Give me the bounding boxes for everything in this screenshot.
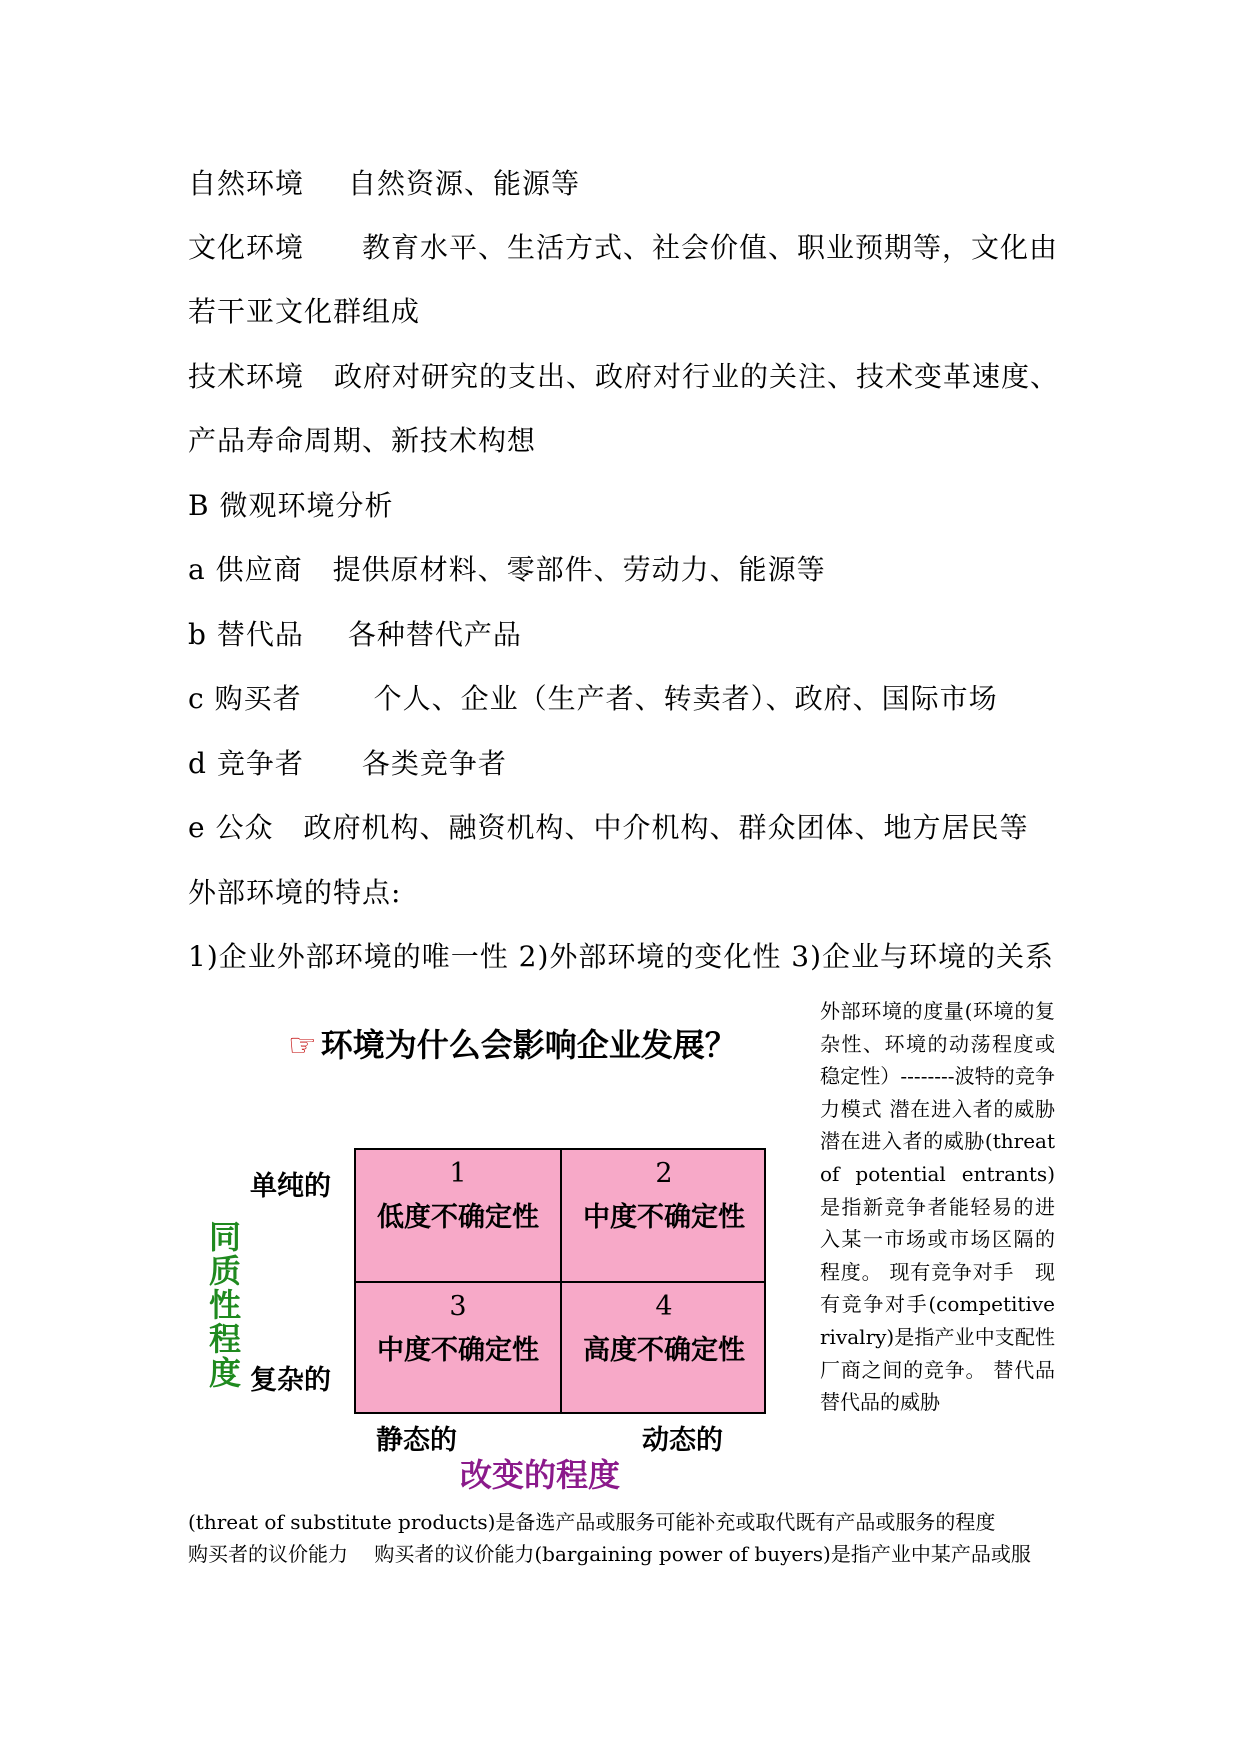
cell-label: 中度不确定性 bbox=[377, 1335, 539, 1366]
y-axis-title-char: 性 bbox=[208, 1286, 241, 1324]
paragraph-culture-env bbox=[188, 226, 1058, 266]
cell-number: 2 bbox=[655, 1158, 673, 1189]
desc: 若干亚文化群组成 bbox=[188, 295, 421, 328]
porter-forces-sidebar bbox=[820, 995, 1082, 1419]
term: e 公众 bbox=[188, 811, 274, 844]
row-label-simple: 单纯的 bbox=[250, 1171, 331, 1202]
desc: 各种替代产品 bbox=[347, 618, 522, 651]
term: b 替代品 bbox=[188, 618, 304, 651]
desc: B 微观环境分析 bbox=[188, 489, 394, 522]
paragraph-competitors bbox=[188, 742, 507, 782]
cell-number: 1 bbox=[449, 1158, 467, 1189]
pointing-hand-icon: ☞ bbox=[288, 1026, 317, 1064]
heading-micro-env bbox=[188, 484, 393, 524]
heading-env-features bbox=[188, 871, 401, 911]
col-label-dynamic: 动态的 bbox=[642, 1425, 723, 1456]
desc: 外部环境的特点: bbox=[188, 876, 402, 909]
paragraph-tech-env-cont bbox=[188, 419, 536, 459]
figure-title-text: 环境为什么会影响企业发展？ bbox=[320, 1026, 737, 1064]
y-axis-title-char: 同 bbox=[208, 1218, 241, 1256]
matrix-cell-4 bbox=[562, 1283, 766, 1414]
desc: 自然资源、能源等 bbox=[348, 167, 581, 200]
desc: 政府对研究的支出、政府对行业的关注、技术变革速度、 bbox=[334, 360, 1060, 393]
term: 技术环境 bbox=[188, 360, 305, 393]
y-axis-title-char: 度 bbox=[208, 1354, 241, 1392]
matrix-cell-2 bbox=[562, 1150, 766, 1281]
bottom-line-substitutes: (threat of substitute products)是备选产品或服务可能补充或取代既有产品或服务的程度 bbox=[188, 1510, 996, 1534]
term: 文化环境 bbox=[188, 231, 305, 264]
paragraph-buyers bbox=[188, 677, 998, 717]
cell-label: 高度不确定性 bbox=[583, 1335, 745, 1366]
paragraph-tech-env bbox=[188, 355, 1059, 395]
uncertainty-grid bbox=[354, 1148, 766, 1414]
matrix-cell-1 bbox=[356, 1150, 560, 1281]
paragraph-suppliers bbox=[188, 548, 826, 588]
x-axis-title: 改变的程度 bbox=[460, 1456, 621, 1494]
paragraph-substitutes bbox=[188, 613, 522, 653]
paragraph-env-features-list bbox=[188, 935, 1054, 975]
cell-label: 中度不确定性 bbox=[583, 1202, 745, 1233]
paragraph-public bbox=[188, 806, 1029, 846]
y-axis-title bbox=[205, 1220, 245, 1390]
cell-number: 4 bbox=[655, 1291, 673, 1322]
term: a 供应商 bbox=[188, 553, 303, 586]
paragraph-natural-env bbox=[188, 162, 580, 202]
cell-label: 低度不确定性 bbox=[377, 1202, 539, 1233]
figure-title bbox=[288, 1020, 737, 1066]
sidebar-text: 外部环境的度量(环境的复杂性、环境的动荡程度或稳定性）--------波特的竞争力模式 潜在进入者的威胁 潜在进入者的威胁(threat of potential entrants)是指新竞争者能轻易的进入某一市场或市场区隔的程度。 现有竞争对手 现有竞争对手(competitive rivalry)是指产业中支配性厂商之间的竞争。 替代品 替代品的威胁 bbox=[820, 999, 1082, 1415]
desc: 政府机构、融资机构、中介机构、群众团体、地方居民等 bbox=[303, 811, 1029, 844]
term: 自然环境 bbox=[188, 167, 305, 200]
cell-number: 3 bbox=[449, 1291, 467, 1322]
uncertainty-matrix-figure bbox=[200, 1000, 800, 1520]
row-label-complex: 复杂的 bbox=[250, 1365, 331, 1396]
desc: 各类竞争者 bbox=[361, 747, 507, 780]
desc: 教育水平、生活方式、社会价值、职业预期等，文化由 bbox=[362, 231, 1059, 264]
col-label-static: 静态的 bbox=[376, 1425, 457, 1456]
desc: 1)企业外部环境的唯一性 2)外部环境的变化性 3)企业与环境的关系 bbox=[188, 940, 1055, 973]
desc: 提供原材料、零部件、劳动力、能源等 bbox=[332, 553, 826, 586]
y-axis-title-char: 程 bbox=[208, 1320, 241, 1358]
y-axis-title-char: 质 bbox=[208, 1252, 241, 1290]
term: d 竞争者 bbox=[188, 747, 304, 780]
desc: 产品寿命周期、新技术构想 bbox=[188, 424, 537, 457]
desc: 个人、企业（生产者、转卖者）、政府、国际市场 bbox=[373, 682, 998, 715]
matrix-cell-3 bbox=[356, 1283, 560, 1414]
term: c 购买者 bbox=[188, 682, 302, 715]
paragraph-culture-env-cont bbox=[188, 290, 420, 330]
bottom-line-buyers: 购买者的议价能力 购买者的议价能力(bargaining power of buyers)是指产业中某产品或服 bbox=[188, 1542, 1031, 1566]
